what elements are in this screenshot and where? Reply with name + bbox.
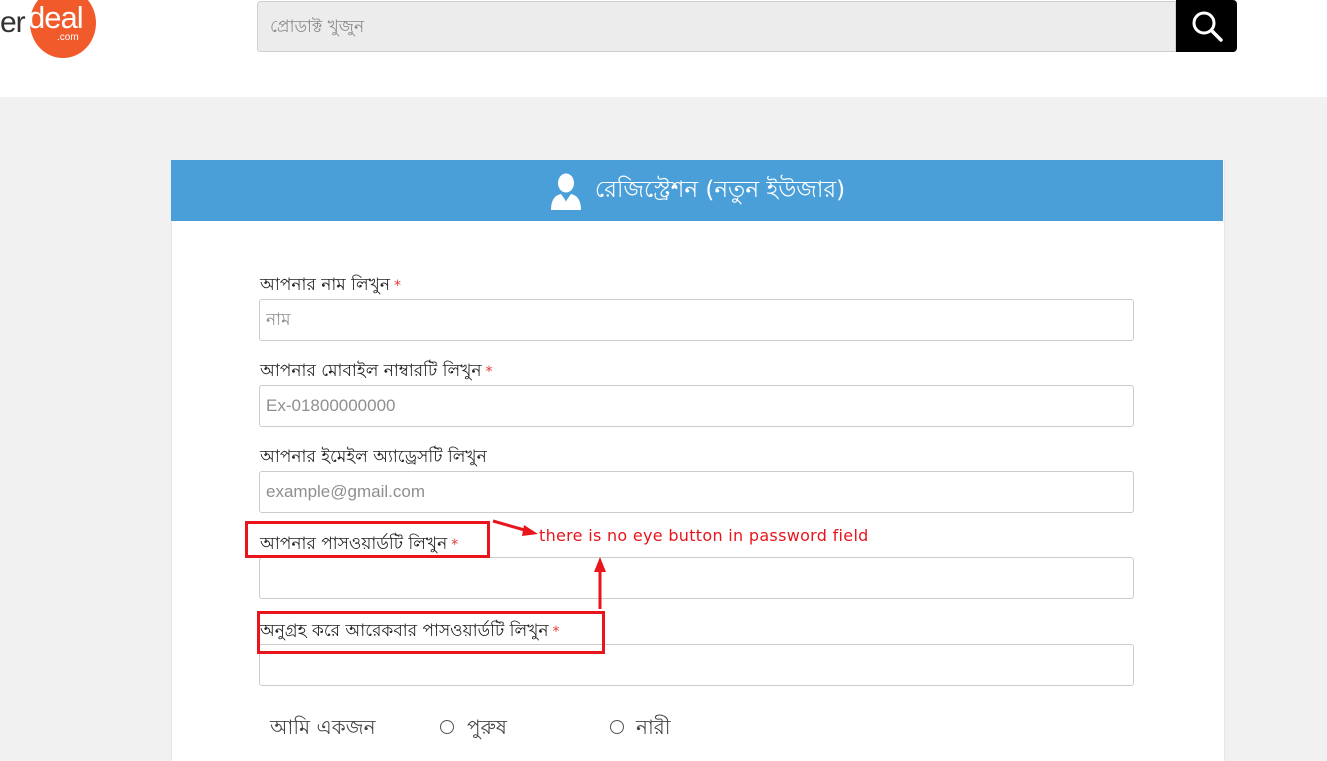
- annotation-note: there is no eye button in password field: [539, 526, 869, 545]
- password-input[interactable]: [259, 557, 1134, 599]
- card-header: [171, 160, 1223, 221]
- mobile-label: [260, 358, 493, 386]
- name-label-text: আপনার নাম লিখুন: [260, 275, 390, 295]
- gender-female-label[interactable]: নারী: [636, 715, 671, 739]
- logo-prefix[interactable]: er: [0, 6, 25, 39]
- mobile-label-text: আপনার মোবাইল নাম্বারটি লিখুন: [260, 361, 482, 381]
- logo-brand: deal: [28, 0, 83, 35]
- gender-male-radio[interactable]: [440, 720, 454, 734]
- user-icon: [549, 171, 583, 211]
- required-mark: *: [451, 537, 459, 553]
- password-label-text: আপনার পাসওয়ার্ডটি লিখুন: [260, 534, 448, 554]
- search-input[interactable]: [257, 1, 1176, 52]
- gender-male-label[interactable]: পুরুষ: [467, 715, 507, 739]
- required-mark: *: [485, 364, 493, 380]
- logo-suffix: .com: [57, 32, 79, 43]
- gender-female-radio[interactable]: [610, 720, 624, 734]
- search-icon: [1190, 9, 1224, 43]
- gender-label: আমি একজন: [270, 715, 376, 739]
- email-label-text: আপনার ইমেইল অ্যাড্রেসটি লিখুন: [260, 447, 487, 467]
- email-label: [260, 444, 487, 472]
- confirm-password-label-text: অনুগ্রহ করে আরেকবার পাসওয়ার্ডটি লিখুন: [260, 621, 549, 641]
- annotation-box-password-label: [245, 521, 490, 558]
- page-title: রেজিস্ট্রেশন (নতুন ইউজার): [594, 177, 846, 203]
- email-input[interactable]: [259, 471, 1134, 513]
- required-mark: *: [552, 624, 560, 640]
- annotation-box-confirm-label: [257, 611, 605, 654]
- name-input[interactable]: [259, 299, 1134, 341]
- top-header: [0, 0, 1327, 97]
- logo[interactable]: [30, 0, 96, 58]
- required-mark: *: [393, 278, 401, 294]
- search-button[interactable]: [1176, 0, 1237, 52]
- name-label: [260, 272, 401, 300]
- mobile-input[interactable]: [259, 385, 1134, 427]
